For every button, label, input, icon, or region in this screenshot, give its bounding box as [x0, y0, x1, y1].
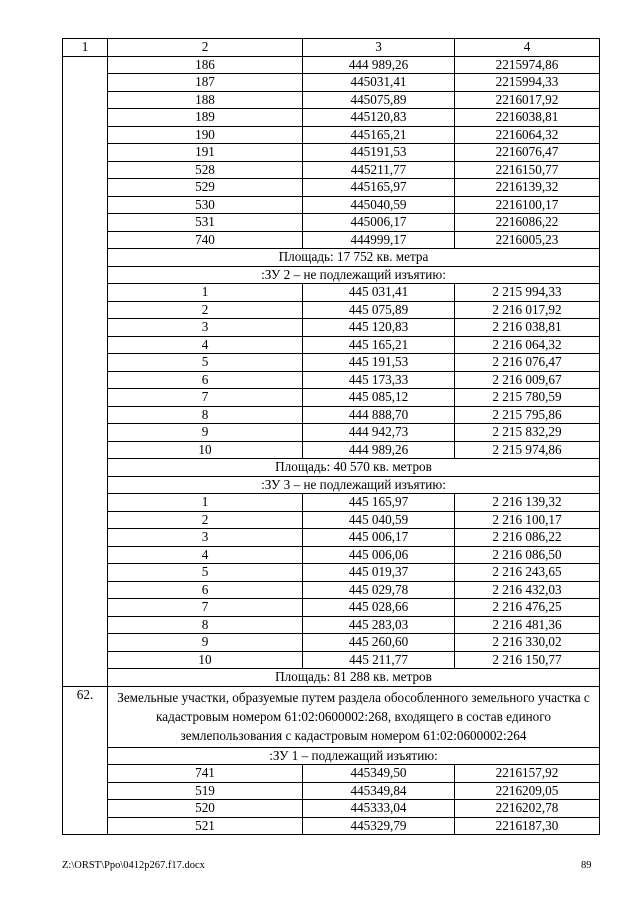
- table-row: [63, 564, 600, 582]
- table-row: [63, 231, 600, 249]
- point-number: 187: [108, 74, 303, 92]
- point-number: 5: [108, 354, 303, 372]
- table-row: [63, 511, 600, 529]
- y-coordinate: 2 216 086,50: [455, 546, 600, 564]
- table-row: [63, 56, 600, 74]
- x-coordinate: 445 029,78: [303, 581, 455, 599]
- point-number: 10: [108, 441, 303, 459]
- point-number: 5: [108, 564, 303, 582]
- point-number: 529: [108, 179, 303, 197]
- parcel-title-row: [63, 266, 600, 284]
- x-coordinate: 445329,79: [303, 817, 455, 835]
- x-coordinate: 445211,77: [303, 161, 455, 179]
- point-number: 2: [108, 511, 303, 529]
- x-coordinate: 445 040,59: [303, 511, 455, 529]
- table-row: [63, 651, 600, 669]
- table-row: [63, 634, 600, 652]
- x-coordinate: 445 120,83: [303, 319, 455, 337]
- x-coordinate: 445 173,33: [303, 371, 455, 389]
- point-number: 6: [108, 371, 303, 389]
- column-header: 3: [303, 39, 455, 57]
- point-number: 3: [108, 319, 303, 337]
- point-number: 740: [108, 231, 303, 249]
- table-row: [63, 494, 600, 512]
- y-coordinate: 2216139,32: [455, 179, 600, 197]
- table-row: [63, 817, 600, 835]
- x-coordinate: 445 019,37: [303, 564, 455, 582]
- point-number: 1: [108, 494, 303, 512]
- y-coordinate: 2215994,33: [455, 74, 600, 92]
- y-coordinate: 2216150,77: [455, 161, 600, 179]
- x-coordinate: 445006,17: [303, 214, 455, 232]
- y-coordinate: 2 216 481,36: [455, 616, 600, 634]
- table-row: [63, 424, 600, 442]
- area-row-text: Площадь: 81 288 кв. метров: [108, 669, 600, 687]
- item-description: Земельные участки, образуемые путем раздела обособленного земельного участка с кадастровым номером 61:02:0600002:268, входящего в состав единого землепользования с кадастровым номером 61:02:0600002:264: [108, 686, 600, 747]
- x-coordinate: 445349,50: [303, 765, 455, 783]
- y-coordinate: 2 215 974,86: [455, 441, 600, 459]
- point-number: 190: [108, 126, 303, 144]
- point-number: 4: [108, 336, 303, 354]
- point-number: 9: [108, 424, 303, 442]
- x-coordinate: 445191,53: [303, 144, 455, 162]
- x-coordinate: 445 191,53: [303, 354, 455, 372]
- parcel-title-row: [63, 476, 600, 494]
- y-coordinate: 2216017,92: [455, 91, 600, 109]
- x-coordinate: 445075,89: [303, 91, 455, 109]
- point-number: 10: [108, 651, 303, 669]
- y-coordinate: 2 215 795,86: [455, 406, 600, 424]
- y-coordinate: 2 216 432,03: [455, 581, 600, 599]
- table-row: [63, 546, 600, 564]
- parcel-title-row-text: :ЗУ 2 – не подлежащий изъятию:: [108, 266, 600, 284]
- x-coordinate: 445040,59: [303, 196, 455, 214]
- point-number: 3: [108, 529, 303, 547]
- y-coordinate: 2 216 009,67: [455, 371, 600, 389]
- x-coordinate: 444 888,70: [303, 406, 455, 424]
- y-coordinate: 2216209,05: [455, 782, 600, 800]
- y-coordinate: 2 215 832,29: [455, 424, 600, 442]
- y-coordinate: 2 216 150,77: [455, 651, 600, 669]
- item-number-cell: 62.: [63, 686, 108, 835]
- y-coordinate: 2 215 780,59: [455, 389, 600, 407]
- y-coordinate: 2216157,92: [455, 765, 600, 783]
- x-coordinate: 444 942,73: [303, 424, 455, 442]
- point-number: 191: [108, 144, 303, 162]
- column-header: 2: [108, 39, 303, 57]
- x-coordinate: 445120,83: [303, 109, 455, 127]
- item-62-row: [63, 686, 600, 747]
- area-row-text: Площадь: 17 752 кв. метра: [108, 249, 600, 267]
- table-row: [63, 319, 600, 337]
- point-number: 741: [108, 765, 303, 783]
- y-coordinate: 2216076,47: [455, 144, 600, 162]
- table-row: [63, 765, 600, 783]
- x-coordinate: 445165,21: [303, 126, 455, 144]
- y-coordinate: 2 216 100,17: [455, 511, 600, 529]
- area-row-text: Площадь: 40 570 кв. метров: [108, 459, 600, 477]
- parcel-title-row-text: :ЗУ 3 – не подлежащий изъятию:: [108, 476, 600, 494]
- x-coordinate: 445 031,41: [303, 284, 455, 302]
- x-coordinate: 445333,04: [303, 800, 455, 818]
- point-number: 521: [108, 817, 303, 835]
- table-row: [63, 74, 600, 92]
- y-coordinate: 2 216 330,02: [455, 634, 600, 652]
- y-coordinate: 2 215 994,33: [455, 284, 600, 302]
- x-coordinate: 444 989,26: [303, 441, 455, 459]
- coordinates-table: [62, 38, 600, 835]
- x-coordinate: 445 006,17: [303, 529, 455, 547]
- table-row: [63, 126, 600, 144]
- table-row: [63, 406, 600, 424]
- point-number: 188: [108, 91, 303, 109]
- x-coordinate: 445 260,60: [303, 634, 455, 652]
- column-header: 4: [455, 39, 600, 57]
- y-coordinate: 2 216 064,32: [455, 336, 600, 354]
- x-coordinate: 445 165,97: [303, 494, 455, 512]
- table-row: [63, 196, 600, 214]
- item-number-cell: [63, 56, 108, 686]
- table-row: [63, 599, 600, 617]
- point-number: 531: [108, 214, 303, 232]
- y-coordinate: 2 216 038,81: [455, 319, 600, 337]
- y-coordinate: 2216038,81: [455, 109, 600, 127]
- point-number: 528: [108, 161, 303, 179]
- point-number: 4: [108, 546, 303, 564]
- area-row: [63, 669, 600, 687]
- x-coordinate: 444999,17: [303, 231, 455, 249]
- point-number: 189: [108, 109, 303, 127]
- table-row: [63, 616, 600, 634]
- y-coordinate: 2216202,78: [455, 800, 600, 818]
- x-coordinate: 445165,97: [303, 179, 455, 197]
- x-coordinate: 445031,41: [303, 74, 455, 92]
- y-coordinate: 2216187,30: [455, 817, 600, 835]
- table-row: [63, 161, 600, 179]
- point-number: 7: [108, 599, 303, 617]
- header-row: [63, 39, 600, 57]
- table-row: [63, 91, 600, 109]
- point-number: 1: [108, 284, 303, 302]
- table-row: [63, 800, 600, 818]
- table-row: [63, 371, 600, 389]
- y-coordinate: 2 216 243,65: [455, 564, 600, 582]
- table-row: [63, 179, 600, 197]
- x-coordinate: 445 006,06: [303, 546, 455, 564]
- y-coordinate: 2216005,23: [455, 231, 600, 249]
- parcel-title-row: [63, 747, 600, 765]
- table-row: [63, 144, 600, 162]
- table-row: [63, 336, 600, 354]
- x-coordinate: 445349,84: [303, 782, 455, 800]
- x-coordinate: 445 075,89: [303, 301, 455, 319]
- y-coordinate: 2216064,32: [455, 126, 600, 144]
- point-number: 7: [108, 389, 303, 407]
- table-row: [63, 214, 600, 232]
- table-row: [63, 441, 600, 459]
- table-row: [63, 301, 600, 319]
- page-number: 89: [581, 860, 592, 871]
- y-coordinate: 2216086,22: [455, 214, 600, 232]
- table-row: [63, 581, 600, 599]
- column-header: 1: [63, 39, 108, 57]
- area-row: [63, 459, 600, 477]
- point-number: 9: [108, 634, 303, 652]
- x-coordinate: 445 211,77: [303, 651, 455, 669]
- point-number: 8: [108, 616, 303, 634]
- point-number: 520: [108, 800, 303, 818]
- y-coordinate: 2 216 476,25: [455, 599, 600, 617]
- x-coordinate: 445 165,21: [303, 336, 455, 354]
- footer-file-path: Z:\ORST\Ppo\0412p267.f17.docx: [62, 860, 205, 871]
- table-row: [63, 529, 600, 547]
- table-row: [63, 782, 600, 800]
- x-coordinate: 445 283,03: [303, 616, 455, 634]
- y-coordinate: 2 216 076,47: [455, 354, 600, 372]
- table-row: [63, 284, 600, 302]
- y-coordinate: 2215974,86: [455, 56, 600, 74]
- point-number: 8: [108, 406, 303, 424]
- x-coordinate: 444 989,26: [303, 56, 455, 74]
- point-number: 2: [108, 301, 303, 319]
- y-coordinate: 2 216 139,32: [455, 494, 600, 512]
- y-coordinate: 2 216 017,92: [455, 301, 600, 319]
- table-row: [63, 109, 600, 127]
- table-row: [63, 354, 600, 372]
- y-coordinate: 2216100,17: [455, 196, 600, 214]
- x-coordinate: 445 085,12: [303, 389, 455, 407]
- table-row: [63, 389, 600, 407]
- point-number: 530: [108, 196, 303, 214]
- area-row: [63, 249, 600, 267]
- x-coordinate: 445 028,66: [303, 599, 455, 617]
- point-number: 6: [108, 581, 303, 599]
- point-number: 186: [108, 56, 303, 74]
- y-coordinate: 2 216 086,22: [455, 529, 600, 547]
- point-number: 519: [108, 782, 303, 800]
- parcel-title-row-text: :ЗУ 1 – подлежащий изъятию:: [108, 747, 600, 765]
